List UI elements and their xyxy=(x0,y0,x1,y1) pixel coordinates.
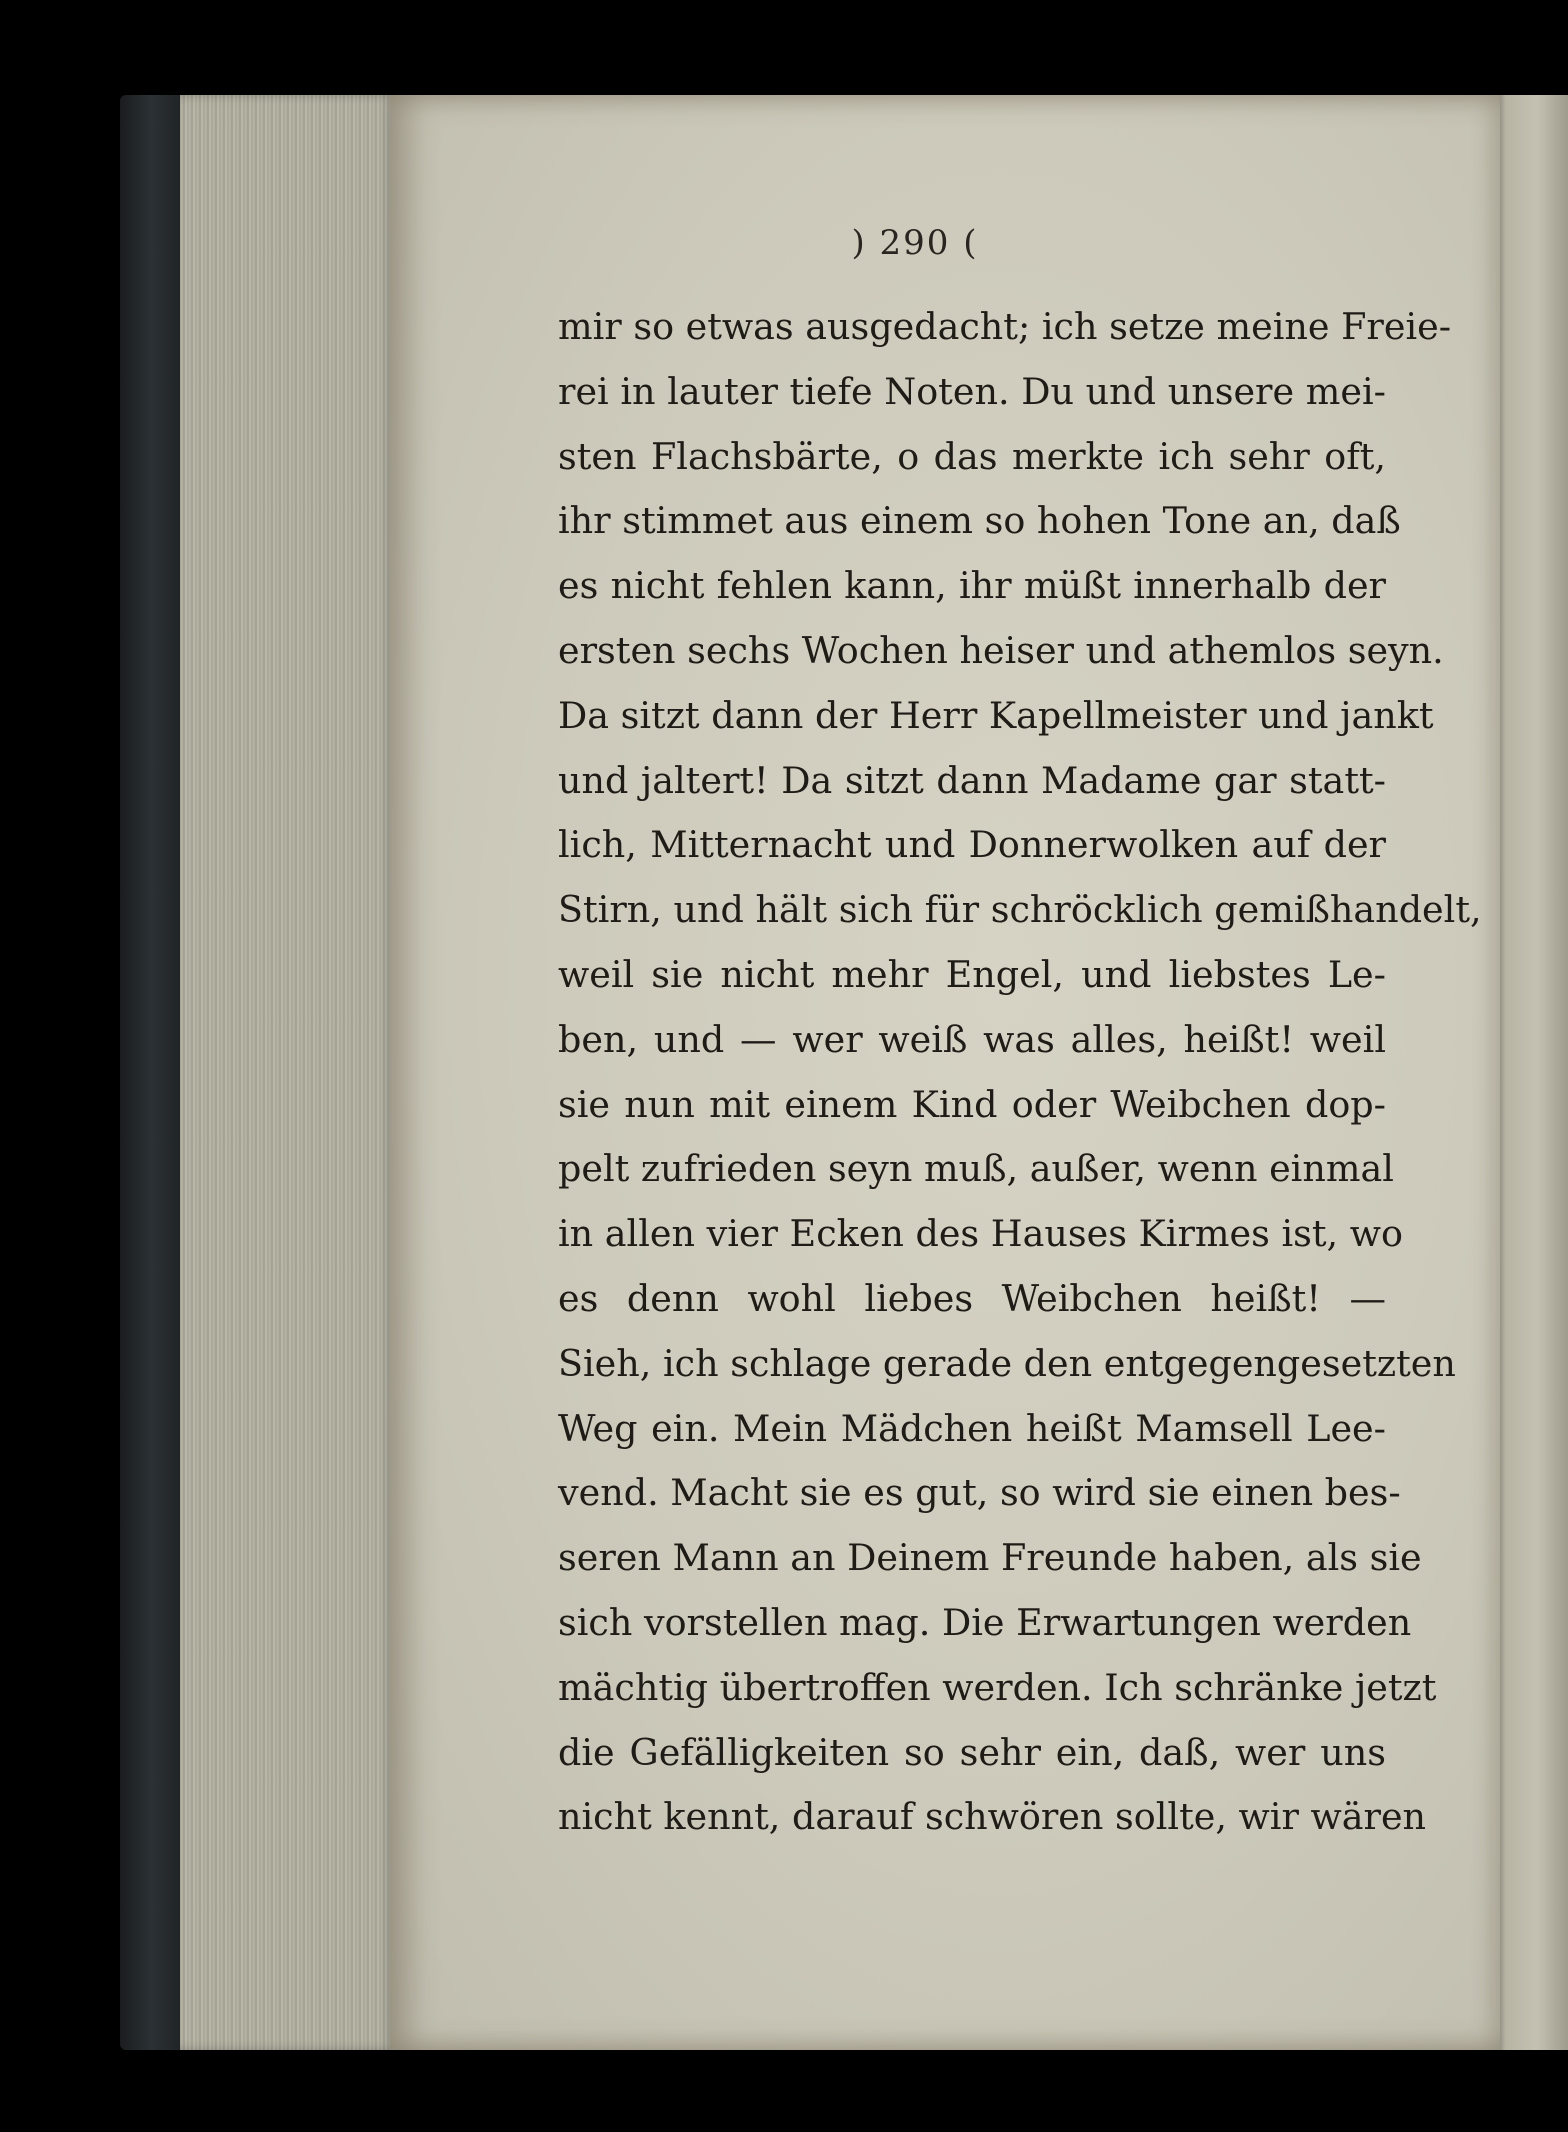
text-line: lich, Mitternacht und Donnerwolken auf der xyxy=(558,823,1386,867)
text-line: sich vorstellen mag. Die Erwartungen werden xyxy=(558,1600,1412,1644)
text-line: die Gefälligkeiten so sehr ein, daß, wer uns xyxy=(558,1730,1386,1774)
page-edges xyxy=(180,95,395,2050)
text-line: seren Mann an Deinem Freunde haben, als sie xyxy=(558,1536,1422,1580)
text-line: vend. Macht sie es gut, so wird sie einen bes- xyxy=(558,1471,1401,1515)
text-line: sie nun mit einem Kind oder Weibchen dop- xyxy=(558,1082,1386,1126)
opposite-page-edge xyxy=(1490,95,1568,2050)
text-line: ersten sechs Wochen heiser und athemlos seyn. xyxy=(558,628,1444,672)
text-line: ben, und — wer weiß was alles, heißt! weil xyxy=(558,1017,1386,1061)
page-number-header: ) 290 ( xyxy=(851,223,979,263)
text-line: Da sitzt dann der Herr Kapellmeister und jankt xyxy=(558,693,1434,737)
text-line: Stirn, und hält sich für schröcklich gemißhandelt, xyxy=(558,888,1482,932)
text-line: nicht kennt, darauf schwören sollte, wir wären xyxy=(558,1795,1427,1839)
text-line: es denn wohl liebes Weibchen heißt! — xyxy=(558,1276,1386,1320)
text-line: Weg ein. Mein Mädchen heißt Mamsell Lee- xyxy=(558,1406,1386,1450)
text-line: mächtig übertroffen werden. Ich schränke jetzt xyxy=(558,1665,1437,1709)
text-line: pelt zufrieden seyn muß, außer, wenn einmal xyxy=(558,1147,1394,1191)
text-line: Sieh, ich schlage gerade den entgegengesetzten xyxy=(558,1341,1456,1385)
text-line: sten Flachsbärte, o das merkte ich sehr oft, xyxy=(558,434,1386,478)
text-line: weil sie nicht mehr Engel, und liebstes Le- xyxy=(558,952,1386,996)
text-line: mir so etwas ausgedacht; ich setze meine Freie- xyxy=(558,305,1452,348)
text-line: in allen vier Ecken des Hauses Kirmes ist, wo xyxy=(558,1212,1403,1256)
page-text xyxy=(558,295,1482,1850)
text-line: und jaltert! Da sitzt dann Madame gar statt- xyxy=(558,758,1386,802)
text-line: es nicht fehlen kann, ihr müßt innerhalb der xyxy=(558,564,1386,608)
book-page xyxy=(390,95,1500,2050)
text-line: ihr stimmet aus einem so hohen Tone an, daß xyxy=(558,499,1401,543)
text-line: rei in lauter tiefe Noten. Du und unsere mei- xyxy=(558,369,1386,413)
